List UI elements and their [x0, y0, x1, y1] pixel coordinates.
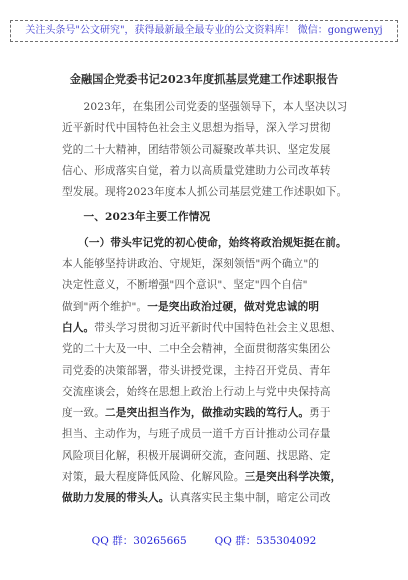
document-body [62, 97, 358, 510]
paragraph-line [62, 467, 358, 488]
paragraph-line: 党的二十大精神，团结带领公司凝聚改革共识、坚定发展 [62, 143, 331, 156]
qq-group-1: QQ 群：30265665 [91, 535, 187, 547]
paragraph-line: 决定性意义，不断增强"四个意识"、坚定"四个自信" [62, 279, 308, 292]
paragraph-line: 风险项目化解，积极开展调研交流，查问题、找思路、定 [62, 449, 331, 462]
text-span: 对策，最大程度降低风险、化解风险。 [62, 471, 245, 484]
qq-group-2: QQ 群：535304092 [214, 535, 317, 547]
paragraph-line: 近平新时代中国特色社会主义思想为指导，深入学习贯彻 [62, 122, 331, 135]
text-span: 带头学习贯彻习近平新时代中国特色社会主义思想、 [94, 321, 342, 334]
paragraph-line: 交流座谈会，始终在思想上政治上行动上与党中央保持高 [62, 385, 331, 398]
paragraph-line: 2023年，在集团公司党委的坚强领导下，本人坚决以习 [62, 101, 348, 113]
header-banner: 关注头条号"公文研究"，获得最新最全最专业的公文资料库！ 微信：gongwenyj [10, 20, 398, 42]
paragraph-line [62, 403, 358, 424]
subsection-heading: （一）带头牢记党的初心使命，始终将政治规矩挺在前。 [62, 236, 347, 249]
text-span: 勇于 [309, 407, 331, 420]
paragraph-line: 型发展。现将2023年度本人抓公司基层党建工作述职如下。 [62, 186, 348, 199]
paragraph-line [62, 488, 358, 509]
document-title: 金融国企党委书记2023年度抓基层党建工作述职报告 [69, 72, 339, 86]
bold-span: 三是突出科学决策， [244, 471, 342, 484]
paragraph-line [62, 318, 358, 339]
bold-span: 白人。 [62, 321, 95, 334]
footer-contact [0, 533, 408, 548]
paragraph-line [62, 297, 358, 318]
text-span: 度一致。 [62, 407, 105, 420]
paragraph-line: 信心、形成落实自觉，着力以高质量党建助力公司改革转 [62, 164, 331, 177]
section-heading: 一、2023年主要工作情况 [62, 211, 211, 224]
bold-span: 二是突出担当作为，做推动实践的笃行人。 [104, 407, 310, 420]
paragraph-line: 司党委的决策部署，带头讲授党课，主持召开党员、青年 [62, 364, 331, 377]
paragraph-line: 担当、主动作为，与班子成员一道千方百计推动公司存量 [62, 428, 331, 441]
text-span: 做到"两个维护"。 [62, 300, 148, 313]
paragraph-line: 本人能够坚持讲政治、守规矩，深刻领悟"两个确立"的 [62, 258, 320, 271]
bold-span: 一是突出政治过硬，做对党忠诚的明 [147, 300, 320, 313]
paragraph-line: 党的二十大及一中、二中全会精神，全面贯彻落实集团公 [62, 343, 331, 356]
bold-span: 做助力发展的带头人。 [62, 492, 170, 505]
text-span: 认真落实民主集中制，暗定公司改 [169, 492, 331, 505]
